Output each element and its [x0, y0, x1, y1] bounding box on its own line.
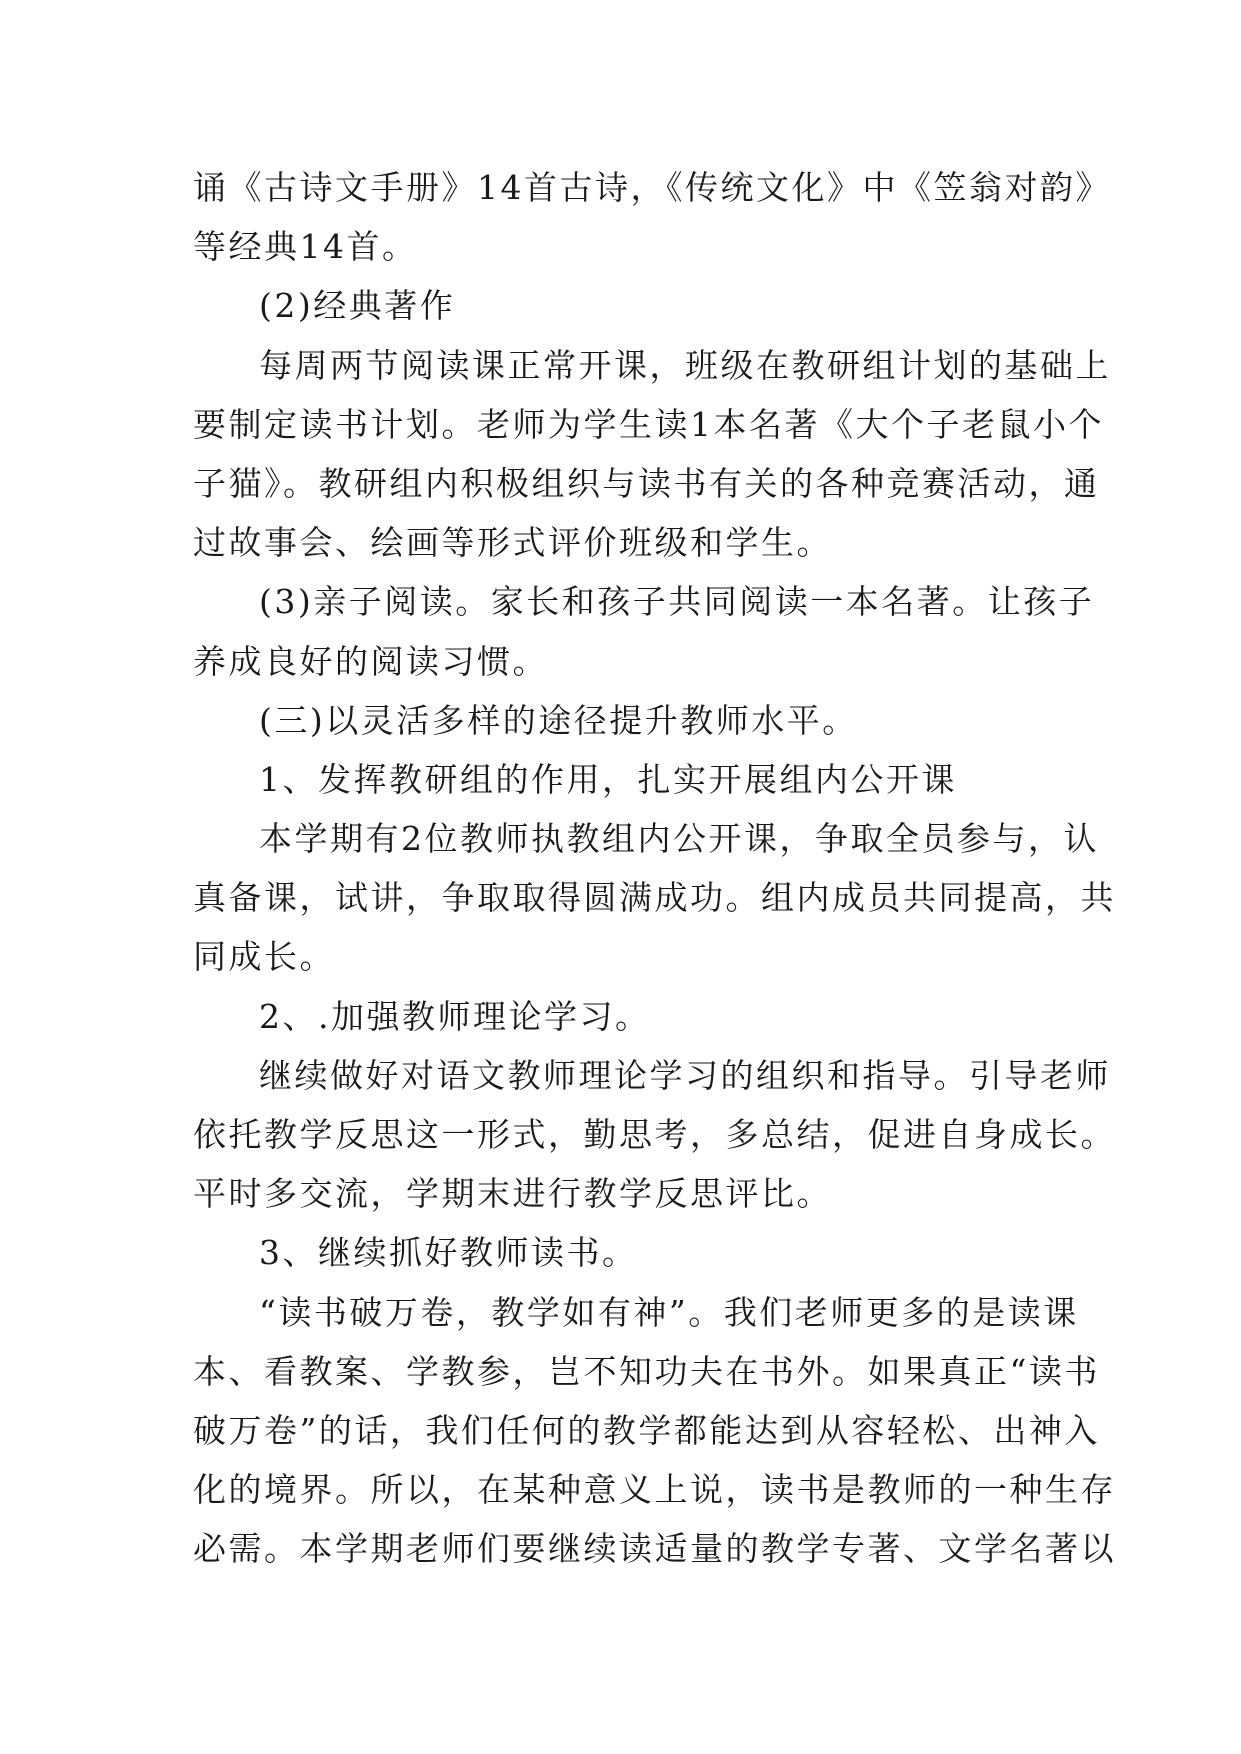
- text-line: 真备课，试讲，争取取得圆满成功。组内成员共同提高，共: [193, 878, 1116, 918]
- text-line: (3)亲子阅读。家长和孩子共同阅读一本名著。让孩子: [259, 582, 1095, 622]
- text-line: 依托教学反思这一形式，勤思考，多总结，促进自身成长。: [193, 1115, 1116, 1154]
- text-line: 同成长。: [193, 937, 335, 977]
- section-heading: (2)经典著作: [259, 286, 456, 326]
- text-line: 本学期有2位教师执教组内公开课，争取全员参与，认: [259, 819, 1099, 859]
- text-line: 要制定读书计划。老师为学生读1本名著《大个子老鼠小个: [193, 404, 1104, 444]
- text-line: 养成良好的阅读习惯。: [193, 641, 548, 681]
- text-line: “读书破万卷，教学如有神”。我们老师更多的是读课: [259, 1292, 1079, 1332]
- section-heading: 1、发挥教研组的作用，扎实开展组内公开课: [259, 759, 957, 799]
- text-line: 过故事会、绘画等形式评价班级和学生。: [193, 523, 832, 563]
- text-line: 每周两节阅读课正常开课，班级在教研组计划的基础上: [259, 345, 1111, 385]
- text-line: 诵《古诗文手册》14首古诗，《传统文化》中《笠翁对韵》: [193, 168, 1111, 207]
- body-text: [193, 158, 1116, 1579]
- section-heading: 2、.加强教师理论学习。: [259, 996, 651, 1036]
- text-line: 平时多交流，学期末进行教学反思评比。: [193, 1174, 832, 1214]
- section-heading: (三)以灵活多样的途径提升教师水平。: [259, 700, 858, 740]
- text-line: 等经典14首。: [193, 227, 418, 267]
- text-line: 化的境界。所以，在某种意义上说，读书是教师的一种生存: [193, 1470, 1116, 1510]
- text-line: 必需。本学期老师们要继续读适量的教学专著、文学名著以: [193, 1529, 1116, 1569]
- text-line: 子猫》。教研组内积极组织与读书有关的各种竞赛活动，通: [193, 463, 1100, 503]
- text-line: 破万卷”的话，我们任何的教学都能达到从容轻松、出神入: [193, 1410, 1100, 1450]
- section-heading: 3、继续抓好教师读书。: [259, 1233, 638, 1273]
- text-line: 继续做好对语文教师理论学习的组织和指导。引导老师: [259, 1055, 1111, 1095]
- text-line: 本、看教案、学教参，岂不知功夫在书外。如果真正“读书: [193, 1351, 1100, 1391]
